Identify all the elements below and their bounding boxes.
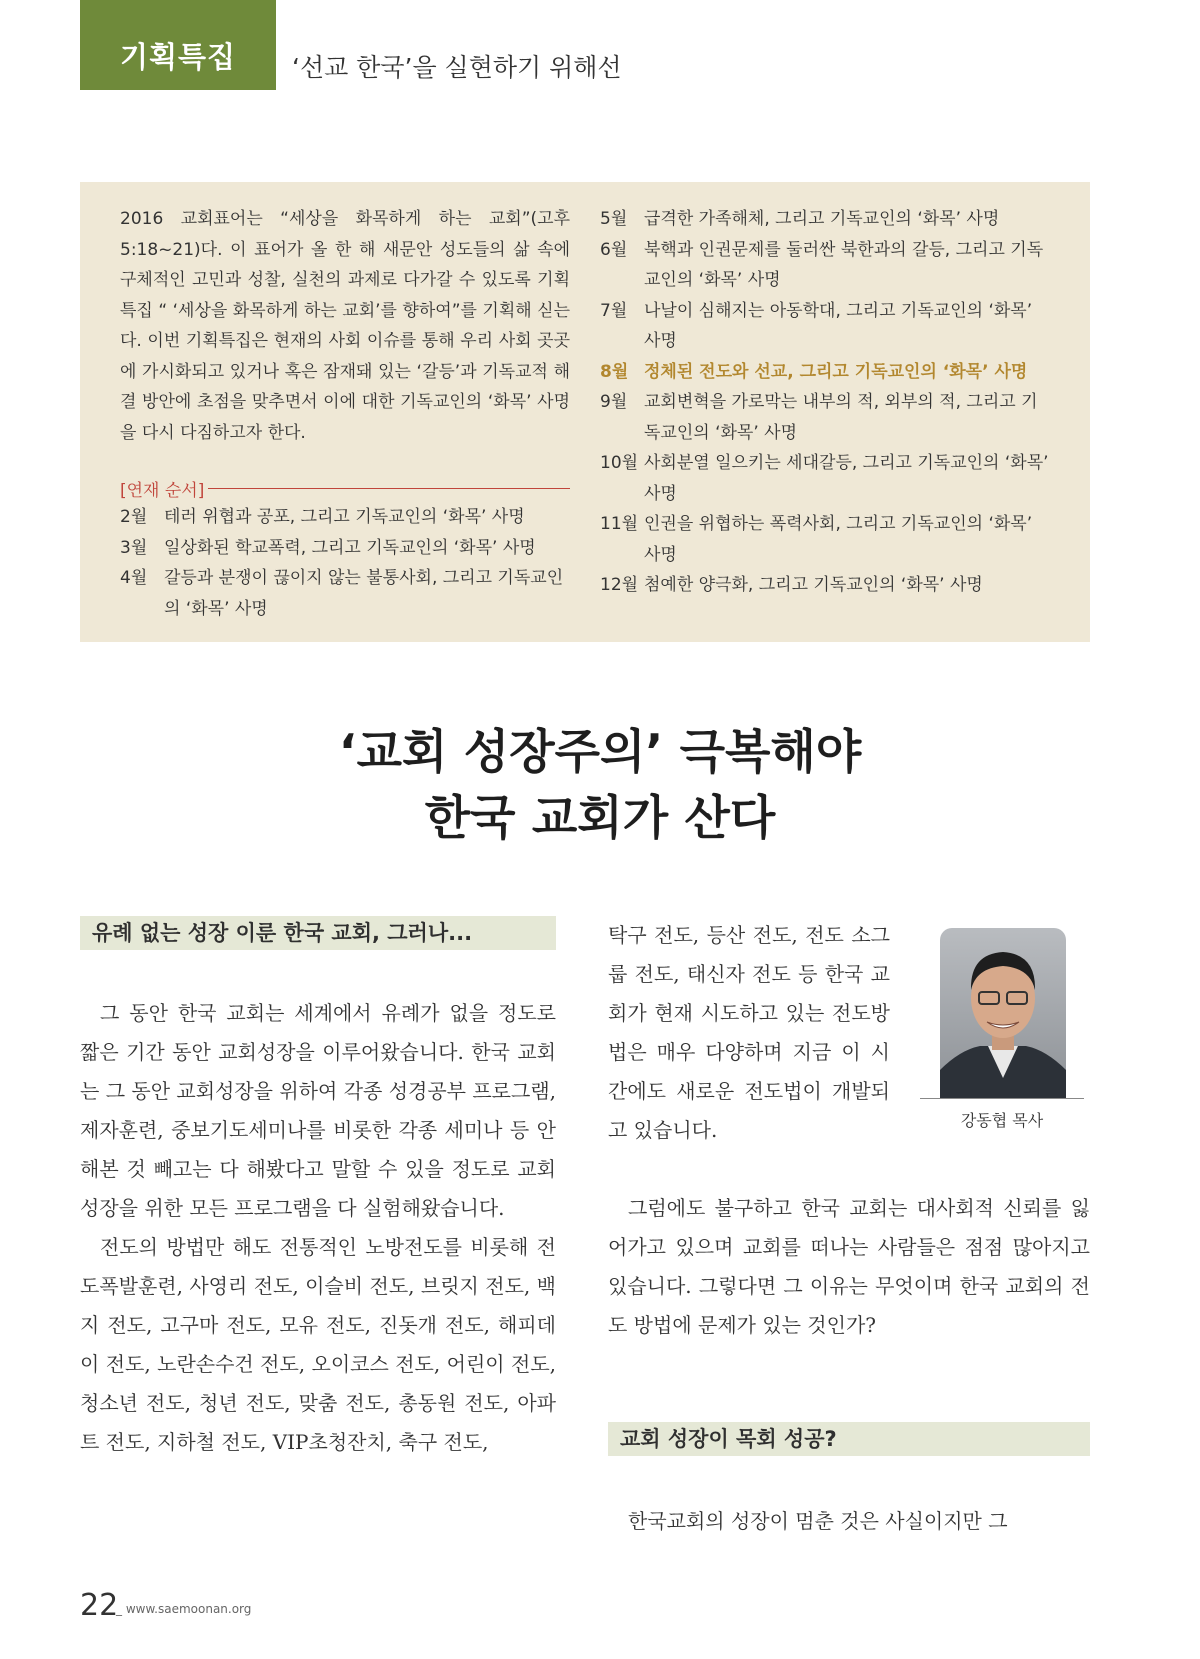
series-item (600, 509, 1050, 570)
caption-rule (920, 1098, 1084, 1099)
body-paragraph: 그럼에도 불구하고 한국 교회는 대사회적 신뢰를 잃어가고 있으며 교회를 떠나는 사람들은 점점 많아지고 있습니다. 그렇다면 그 이유는 무엇이며 한국 교회의 전도 방법에 문제가 있는 것인가? (608, 1196, 1090, 1337)
series-month: 12월 (600, 575, 639, 595)
series-month: 5월 (600, 209, 628, 229)
article-title-line1: ‘교회 성장주의’ 극복해야 (338, 725, 862, 780)
series-month: 11월 (600, 514, 639, 534)
footer-url: _ www.saemoonan.org (116, 1602, 252, 1616)
series-month: 9월 (600, 392, 628, 412)
series-text: 정체된 전도와 선교, 그리고 기독교인의 ‘화목’ 사명 (644, 361, 1028, 382)
series-text: 첨예한 양극화, 그리고 기독교인의 ‘화목’ 사명 (644, 575, 983, 595)
series-item (120, 533, 570, 564)
series-month: 7월 (600, 300, 628, 321)
series-list-left (120, 502, 570, 624)
series-month: 2월 (120, 507, 148, 527)
series-text: 테러 위협과 공포, 그리고 기독교인의 ‘화목’ 사명 (164, 507, 525, 527)
series-text: 급격한 가족해체, 그리고 기독교인의 ‘화목’ 사명 (644, 209, 1000, 229)
series-item-current (600, 357, 1050, 388)
intro-paragraph: 2016 교회표어는 “세상을 화목하게 하는 교회”(고후 5:18~21)다. 이 표어가 올 한 해 새문안 성도들의 삶 속에 구체적인 고민과 성찰, 실천의 과제로 다가갈 수 있도록 기획특집 “ ‘세상을 화목하게 하는 교회’를 향하여”를 기획해 싣는다. 이번 기획특집은 현재의 사회 이슈를 통해 우리 사회 곳곳에 가시화되고 있거나 혹은 잠재돼 있는 ‘갈등’과 기독교적 해결 방안에 초점을 맞추면서 이에 대한 기독교인의 ‘화목’ 사명을 다시 다짐하고자 한다. (120, 209, 570, 443)
body-paragraph: 전도의 방법만 해도 전통적인 노방전도를 비롯해 전도폭발훈련, 사영리 전도, 이슬비 전도, 브릿지 전도, 백지 전도, 고구마 전도, 모유 전도, 진돗개 전도, 해피데이 전도, 노란손수건 전도, 오이코스 전도, 어린이 전도, 청소년 전도, 청년 전도, 맞춤 전도, 총동원 전도, 아파트 전도, 지하철 전도, VIP초청잔치, 축구 전도, (80, 1235, 556, 1454)
series-text: 나날이 심해지는 아동학대, 그리고 기독교인의 ‘화목’ 사명 (644, 300, 1033, 351)
intro-box (80, 182, 1090, 642)
series-month: 4월 (120, 568, 148, 588)
series-title (120, 476, 570, 501)
author-photo (940, 928, 1066, 1098)
series-text: 갈등과 분쟁이 끊이지 않는 불통사회, 그리고 기독교인의 ‘화목’ 사명 (164, 568, 564, 619)
series-item (600, 296, 1050, 357)
series-text: 북핵과 인권문제를 둘러싼 북한과의 갈등, 그리고 기독교인의 ‘화목’ 사명 (644, 239, 1044, 290)
series-list-right (600, 204, 1050, 601)
subheading-2: 교회 성장이 목회 성공? (608, 1422, 1090, 1456)
series-month: 6월 (600, 239, 628, 260)
series-item (600, 570, 1050, 601)
series-item (600, 448, 1050, 509)
series-item (120, 502, 570, 533)
series-text: 인권을 위협하는 폭력사회, 그리고 기독교인의 ‘화목’ 사명 (644, 514, 1033, 565)
column-1 (80, 994, 556, 1462)
series-text: 일상화된 학교폭력, 그리고 기독교인의 ‘화목’ 사명 (164, 537, 536, 558)
series-item (600, 235, 1050, 296)
series-item (600, 387, 1050, 448)
series-item (600, 204, 1050, 235)
portrait-image (940, 928, 1066, 1098)
series-title-label: [연재 순서] (120, 481, 205, 501)
series-text: 사회분열 일으키는 세대갈등, 그리고 기독교인의 ‘화목’ 사명 (644, 453, 1049, 504)
page-number: 22 (80, 1588, 119, 1623)
series-month: 3월 (120, 537, 148, 558)
column-2-continued (608, 1502, 1090, 1541)
section-subtitle: ‘선교 한국’을 실현하기 위해선 (292, 53, 622, 82)
section-tag: 기획특집 (80, 0, 276, 90)
column-2 (608, 1189, 1090, 1345)
photo-caption: 강동협 목사 (960, 1111, 1044, 1130)
article-title (0, 720, 1200, 852)
series-month: 8월 (600, 361, 629, 382)
body-paragraph: 그 동안 한국 교회는 세계에서 유례가 없을 정도로 짧은 기간 동안 교회성장을 이루어왔습니다. 한국 교회는 그 동안 교회성장을 위하여 각종 성경공부 프로그램, 제자훈련, 중보기도세미나를 비롯한 각종 세미나 등 안 해본 것 빼고는 다 해봤다고 말할 수 있을 정도로 교회성장을 위한 모든 프로그램을 다 실험해왔습니다. (80, 1001, 556, 1220)
series-item (120, 563, 570, 624)
series-text: 교회변혁을 가로막는 내부의 적, 외부의 적, 그리고 기독교인의 ‘화목’ 사명 (644, 392, 1038, 443)
article-title-line2: 한국 교회가 산다 (424, 791, 776, 846)
column-2-wrap-text: 탁구 전도, 등산 전도, 전도 소그룹 전도, 태신자 전도 등 한국 교회가 현재 시도하고 있는 전도방법은 매우 다양하며 지금 이 시간에도 새로운 전도법이 개발되고 있습니다. (608, 923, 890, 1142)
body-paragraph: 한국교회의 성장이 멈춘 것은 사실이지만 그 (628, 1509, 1008, 1533)
series-month: 10월 (600, 453, 639, 473)
series-title-rule (208, 488, 570, 489)
subheading-1: 유례 없는 성장 이룬 한국 교회, 그러나... (80, 916, 556, 950)
